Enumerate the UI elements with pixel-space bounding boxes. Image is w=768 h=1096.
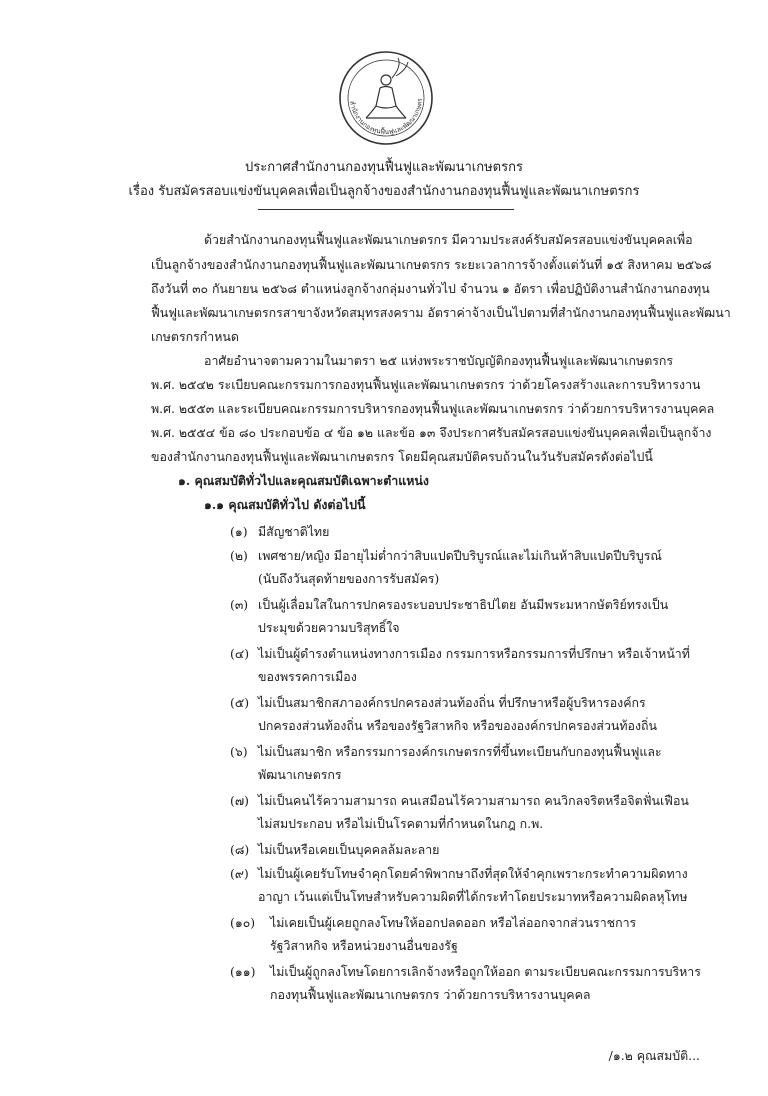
paragraph-line: ด้วยสำนักงานกองทุนฟื้นฟูและพัฒนาเกษตรกร มีความประสงค์รับสมัครสอบแข่งขันบุคคลเพื่อ xyxy=(204,232,693,247)
item-text: ไม่เป็นผู้ดำรงตำแหน่งทางการเมือง กรรมการหรือกรรมการที่ปรึกษา หรือเจ้าหน้าที่ xyxy=(258,646,690,661)
item-text: ไม่เป็นคนไร้ความสามารถ คนเสมือนไร้ความสามารถ คนวิกลจริตหรือจิตฟั่นเฟือน xyxy=(258,793,689,808)
item-text: ของพรรคการเมือง xyxy=(258,669,357,684)
item-text: กองทุนฟื้นฟูและพัฒนาเกษตรกร ว่าด้วยการบริหารงานบุคคล xyxy=(270,987,591,1002)
item-number: (๒) xyxy=(230,548,248,563)
item-text: ปกครองส่วนท้องถิ่น หรือของรัฐวิสาหกิจ หรือขององค์กรปกครองส่วนท้องถิ่น xyxy=(258,718,658,733)
item-text: ไม่เป็นสมาชิก หรือกรรมการองค์กรเกษตรกรที่ขึ้นทะเบียนกับกองทุนฟื้นฟูและ xyxy=(258,744,662,759)
item-text: รัฐวิสาหกิจ หรือหน่วยงานอื่นของรัฐ xyxy=(270,938,458,953)
item-text: ประมุขด้วยความบริสุทธิ์ใจ xyxy=(258,620,400,635)
agency-emblem-logo xyxy=(336,48,436,148)
item-number: (๑๐) xyxy=(230,915,256,930)
continued-on-next-page: /๑.๒ คุณสมบัติ... xyxy=(608,1048,700,1063)
paragraph-line: พ.ศ. ๒๕๕๓ และระเบียบคณะกรรมการบริหารกองทุนฟื้นฟูและพัฒนาเกษตรกร ว่าด้วยการบริหารงานบุคคล xyxy=(151,401,715,416)
paragraph-line: พ.ศ. ๒๕๔๒ ระเบียบคณะกรรมการกองทุนฟื้นฟูและพัฒนาเกษตรกร ว่าด้วยโครงสร้างและการบริหารงาน xyxy=(151,377,701,392)
item-number: (๑) xyxy=(230,524,248,539)
item-number: (๕) xyxy=(230,695,250,710)
item-text: อาญา เว้นแต่เป็นโทษสำหรับความผิดที่ได้กระทำโดยประมาทหรือความผิดลหุโทษ xyxy=(258,889,688,904)
item-text: เพศชาย/หญิง มีอายุไม่ต่ำกว่าสิบแปดปีบริบูรณ์และไม่เกินห้าสิบแปดปีบริบูรณ์ xyxy=(258,548,662,563)
section-1-1-heading: ๑.๑ คุณสมบัติทั่วไป ดังต่อไปนี้ xyxy=(204,497,366,512)
item-number: (๙) xyxy=(230,866,249,881)
paragraph-line: ถึงวันที่ ๓๐ กันยายน ๒๕๖๘ ตำแหน่งลูกจ้างกลุ่มงานทั่วไป จำนวน ๑ อัตรา เพื่อปฏิบัติงานสำนักงานกองทุน xyxy=(151,281,710,296)
item-text: ไม่สมประกอบ หรือไม่เป็นโรคตามที่กำหนดในกฎ ก.พ. xyxy=(258,816,544,831)
paragraph-line: อาศัยอำนาจตามความในมาตรา ๒๕ แห่งพระราชบัญญัติกองทุนฟื้นฟูและพัฒนาเกษตรกร xyxy=(204,353,674,368)
paragraph-line: เกษตรกรกำหนด xyxy=(151,329,239,344)
item-text: ไม่เป็นหรือเคยเป็นบุคคลล้มละลาย xyxy=(258,842,440,857)
paragraph-line: พ.ศ. ๒๕๕๔ ข้อ ๘๐ ประกอบข้อ ๔ ข้อ ๑๒ และข้อ ๑๓ จึงประกาศรับสมัครสอบแข่งขันบุคคลเพื่อเป็นลูกจ้าง xyxy=(151,425,712,440)
item-text: ไม่เป็นสมาชิกสภาองค์กรปกครองส่วนท้องถิ่น ที่ปรึกษาหรือผู้บริหารองค์กร xyxy=(258,695,646,710)
item-text: ไม่เคยเป็นผู้เคยถูกลงโทษให้ออกปลดออก หรือไล่ออกจากส่วนราชการ xyxy=(270,915,637,930)
item-text: เป็นผู้เลื่อมใสในการปกครองระบอบประชาธิปไตย อันมีพระมหากษัตริย์ทรงเป็น xyxy=(258,597,669,612)
paragraph-line: เป็นลูกจ้างของสำนักงานกองทุนฟื้นฟูและพัฒนาเกษตรกร ระยะเวลาการจ้างตั้งแต่วันที่ ๑๕ สิงหาคม ๒๕๖๘ xyxy=(151,257,712,272)
item-number: (๖) xyxy=(230,744,248,759)
announcement-subject: เรื่อง รับสมัครสอบแข่งขันบุคคลเพื่อเป็นลูกจ้างของสำนักงานกองทุนฟื้นฟูและพัฒนาเกษตรกร xyxy=(128,184,640,199)
announcement-title: ประกาศสำนักงานกองทุนฟื้นฟูและพัฒนาเกษตรกร xyxy=(245,160,523,175)
item-number: (๓) xyxy=(230,597,249,612)
item-number: (๔) xyxy=(230,646,250,661)
title-divider xyxy=(258,209,514,210)
item-text: ไม่เป็นผู้ถูกลงโทษโดยการเลิกจ้างหรือถูกให้ออก ตามระเบียบคณะกรรมการบริหาร xyxy=(270,964,701,979)
item-text: พัฒนาเกษตรกร xyxy=(258,767,342,782)
item-text: (นับถึงวันสุดท้ายของการรับสมัคร) xyxy=(258,571,440,586)
item-text: ไม่เป็นผู้เคยรับโทษจำคุกโดยคำพิพากษาถึงที่สุดให้จำคุกเพราะกระทำความผิดทาง xyxy=(258,866,688,881)
paragraph-line: ของสำนักงานกองทุนฟื้นฟูและพัฒนาเกษตรกร โดยมีคุณสมบัติครบถ้วนในวันรับสมัครดังต่อไปนี้ xyxy=(151,449,653,464)
item-text: มีสัญชาติไทย xyxy=(258,524,330,539)
paragraph-line: ฟื้นฟูและพัฒนาเกษตรกรสาขาจังหวัดสมุทรสงคราม อัตราค่าจ้างเป็นไปตามที่สำนักงานกองทุนฟื้นฟูและพัฒนา xyxy=(151,305,731,320)
item-number: (๘) xyxy=(230,842,250,857)
item-number: (๑๑) xyxy=(230,964,256,979)
section-1-heading: ๑. คุณสมบัติทั่วไปและคุณสมบัติเฉพาะตำแหน่ง xyxy=(178,473,429,488)
item-number: (๗) xyxy=(230,793,249,808)
emblem-arc-text: สำนักงานกองทุนฟื้นฟูและพัฒนาเกษตร xyxy=(347,98,425,137)
